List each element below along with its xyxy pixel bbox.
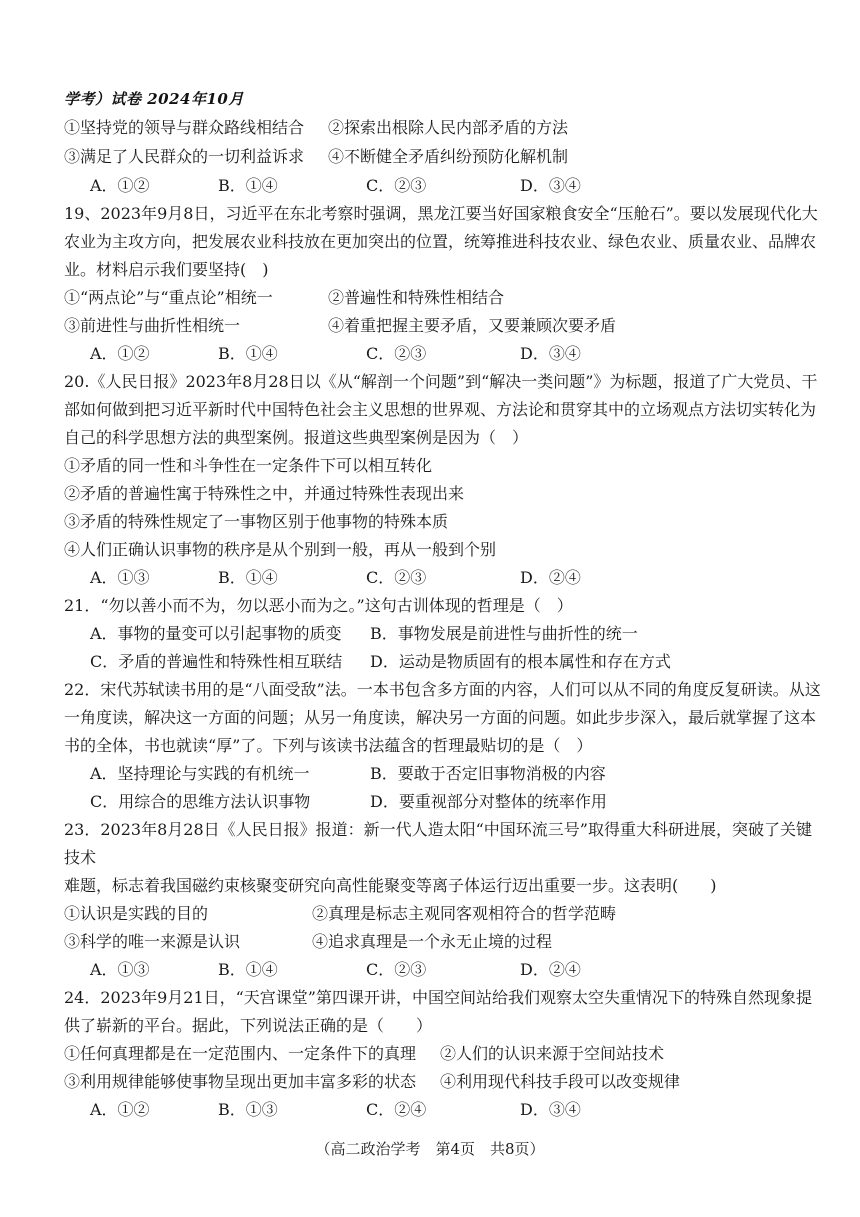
q24-statement-2: ②人们的认识来源于空间站技术 xyxy=(440,1044,665,1063)
q19-stem-line-2: 农业为主攻方向，把发展农业科技放在更加突出的位置，统筹推进科技农业、绿色农业、质量农业、品牌农 xyxy=(64,232,817,251)
q19-statement-1: ①“两点论”与“重点论”相统一 xyxy=(64,288,273,307)
q18-statement-2: ②探索出根除人民内部矛盾的方法 xyxy=(328,118,569,137)
q23-statement-1: ①认识是实践的目的 xyxy=(64,904,209,923)
q18-statement-1: ①坚持党的领导与群众路线相结合 xyxy=(64,118,305,137)
page-header: 学考）试卷 2024年10月 xyxy=(64,90,244,108)
q20-stem-line-2: 部如何做到把习近平新时代中国特色社会主义思想的世界观、方法论和贯穿其中的立场观点方法切实转化为 xyxy=(64,400,817,419)
q18-statement-3: ③满足了人民群众的一切利益诉求 xyxy=(64,147,305,166)
q23-stem-line-3: 难题，标志着我国磁约束核聚变研究向高性能聚变等离子体运行迈出重要一步。这表明( ) xyxy=(64,876,717,895)
q24-stem-line-1: 24．2023年9月21日，“天宫课堂”第四课开讲，中国空间站给我们观察太空失重情况下的特殊自然现象提 xyxy=(64,988,812,1007)
q24-statement-4: ④利用现代科技手段可以改变规律 xyxy=(440,1072,681,1091)
q22-stem-line-2: 一角度读，解决这一方面的问题；从另一角度读，解决另一方面的问题。如此步步深入，最后就掌握了这本 xyxy=(64,708,817,727)
q20-stem-line-3: 自己的科学思想方法的典型案例。报道这些典型案例是因为（ ） xyxy=(64,428,529,447)
q18-option-a: A．①② xyxy=(90,176,150,195)
q19-statement-3: ③前进性与曲折性相统一 xyxy=(64,316,241,335)
q19-statement-2: ②普遍性和特殊性相结合 xyxy=(328,288,505,307)
q21-option-b: B．事物发展是前进性与曲折性的统一 xyxy=(370,624,638,643)
q19-option-a: A．①② xyxy=(90,344,150,363)
q20-statement-1: ①矛盾的同一性和斗争性在一定条件下可以相互转化 xyxy=(64,456,433,475)
q23-statement-3: ③科学的唯一来源是认识 xyxy=(64,932,241,951)
q20-option-a: A．①③ xyxy=(90,568,150,587)
q19-stem-line-3: 业。材料启示我们要坚持( ) xyxy=(64,260,269,279)
q24-option-a: A．①② xyxy=(90,1100,150,1119)
q19-option-b: B．①④ xyxy=(218,344,278,363)
q24-statement-3: ③利用规律能够使事物呈现出更加丰富多彩的状态 xyxy=(64,1072,417,1091)
q20-option-c: C．②③ xyxy=(366,568,427,587)
q19-stem-line-1: 19、2023年9月8日，习近平在东北考察时强调，黑龙江要当好国家粮食安全“压舱石”。要以发展现代化大 xyxy=(64,204,818,223)
q23-option-c: C．②③ xyxy=(366,960,427,979)
q23-statement-4: ④追求真理是一个永无止境的过程 xyxy=(312,932,553,951)
q21-option-d: D．运动是物质固有的根本属性和存在方式 xyxy=(370,652,671,671)
q22-stem-line-1: 22．宋代苏轼读书用的是“八面受敌”法。一本书包含多方面的内容，人们可以从不同的角度反复研读。从这 xyxy=(64,680,821,699)
q24-option-c: C．②④ xyxy=(366,1100,427,1119)
q21-option-a: A．事物的量变可以引起事物的质变 xyxy=(90,624,342,643)
q23-statement-2: ②真理是标志主观同客观相符合的哲学范畴 xyxy=(312,904,617,923)
q20-stem-line-1: 20.《人民日报》2023年8月28日以《从“解剖一个问题”到“解决一类问题”》为标题，报道了广大党员、干 xyxy=(64,372,818,391)
q23-option-a: A．①③ xyxy=(90,960,150,979)
q24-statement-1: ①任何真理都是在一定范围内、一定条件下的真理 xyxy=(64,1044,417,1063)
q20-option-b: B．①④ xyxy=(218,568,278,587)
q18-option-b: B．①④ xyxy=(218,176,278,195)
q19-option-c: C．②③ xyxy=(366,344,427,363)
q20-statement-4: ④人们正确认识事物的秩序是从个别到一般，再从一般到个别 xyxy=(64,540,497,559)
q19-option-d: D．③④ xyxy=(520,344,581,363)
q22-option-a: A．坚持理论与实践的有机统一 xyxy=(90,764,310,783)
q23-option-b: B．①④ xyxy=(218,960,278,979)
q18-option-d: D．③④ xyxy=(520,176,581,195)
q24-option-d: D．③④ xyxy=(520,1100,581,1119)
q22-option-d: D．要重视部分对整体的统率作用 xyxy=(370,792,607,811)
q24-stem-line-2: 供了崭新的平台。据此，下列说法正确的是（ ） xyxy=(64,1016,433,1035)
page-footer: （高二政治学考 第4页 共8页） xyxy=(315,1140,545,1158)
q22-stem-line-3: 书的全体，书也就读“厚”了。下列与该读书法蕴含的哲理最贴切的是（ ） xyxy=(64,736,593,755)
q18-statement-4: ④不断健全矛盾纠纷预防化解机制 xyxy=(328,147,569,166)
q23-stem-line-1: 23．2023年8月28日《人民日报》报道：新一代人造太阳“中国环流三号”取得重大科研进展，突破了关键 xyxy=(64,820,812,839)
q21-stem: 21．“勿以善小而不为，勿以恶小而为之。”这句古训体现的哲理是（ ） xyxy=(64,596,573,615)
q24-option-b: B．①③ xyxy=(218,1100,278,1119)
q21-option-c: C．矛盾的普遍性和特殊性相互联结 xyxy=(90,652,343,671)
q20-option-d: D．②④ xyxy=(520,568,581,587)
q23-stem-line-2: 技术 xyxy=(64,848,97,867)
q20-statement-2: ②矛盾的普遍性寓于特殊性之中，并通过特殊性表现出来 xyxy=(64,484,465,503)
q18-option-c: C．②③ xyxy=(366,176,427,195)
q22-option-c: C．用综合的思维方法认识事物 xyxy=(90,792,311,811)
q22-option-b: B．要敢于否定旧事物消极的内容 xyxy=(370,764,606,783)
q19-statement-4: ④着重把握主要矛盾，又要兼顾次要矛盾 xyxy=(328,316,617,335)
q20-statement-3: ③矛盾的特殊性规定了一事物区别于他事物的特殊本质 xyxy=(64,512,449,531)
q23-option-d: D．②④ xyxy=(520,960,581,979)
